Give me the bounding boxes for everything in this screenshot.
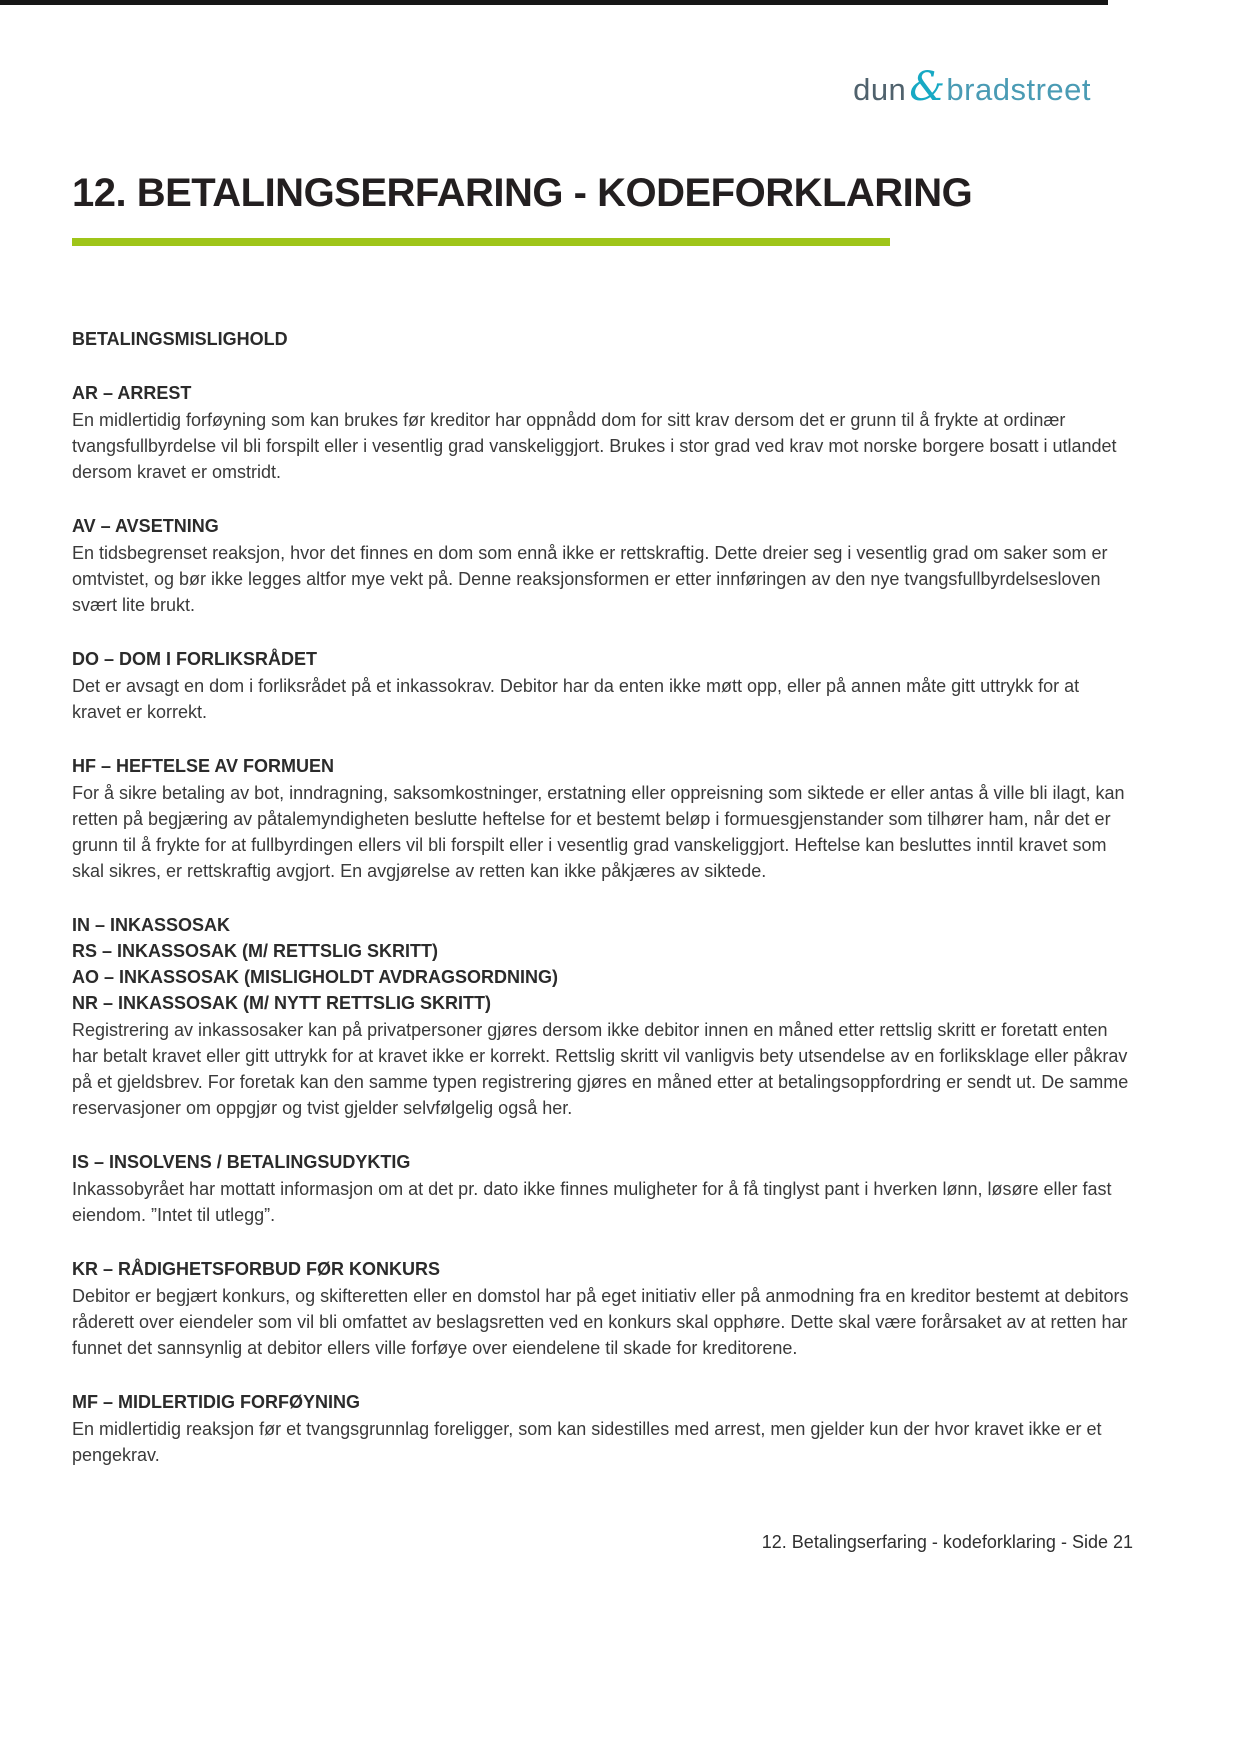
- code-entry-is: [72, 1149, 1132, 1228]
- entry-code-heading: AO – INKASSOSAK (MISLIGHOLDT AVDRAGSORDNING): [72, 967, 559, 987]
- entry-body: En tidsbegrenset reaksjon, hvor det finnes en dom som ennå ikke er rettskraftig. Dette dreier seg i vesentlig grad om saker som er omtvistet, og bør ikke legges altfor mye vekt på. Denne reaksjonsformen er etter innføringen av den nye tvangsfullbyrdelsesloven svært lite brukt.: [72, 543, 1108, 615]
- entry-code-heading: AR – ARREST: [72, 383, 192, 403]
- code-entry-inkasso-group: [72, 912, 1132, 1121]
- entry-body: For å sikre betaling av bot, inndragning, saksomkostninger, erstatning eller oppreisning som siktede er eller antas å ville bli ilagt, kan retten på begjæring av påtalemyndigheten beslutte heftelse for et bestemt beløp i formuesgjenstander som tilhører ham, når det er grunn til å frykte for at fullbyrdingen ellers vil bli forspilt eller i vesentlig grad vanskeliggjort. Heftelse kan besluttes inntil kravet som skal sikres, er rettskraftig avgjort. En avgjørelse av retten kan ikke påkjæres av siktede.: [72, 783, 1125, 881]
- section-heading-betalingsmislighold: BETALINGSMISLIGHOLD: [72, 329, 288, 349]
- title-underline-rule: [72, 238, 890, 246]
- document-content: [72, 0, 1132, 1468]
- code-entry-hf: [72, 753, 1132, 884]
- entry-code-heading: IS – INSOLVENS / BETALINGSUDYKTIG: [72, 1152, 411, 1172]
- entry-code-heading: AV – AVSETNING: [72, 516, 219, 536]
- code-entry-ar: [72, 380, 1132, 485]
- entry-body: Inkassobyrået har mottatt informasjon om at det pr. dato ikke finnes muligheter for å få tinglyst pant i hverken lønn, løsøre eller fast eiendom. ”Intet til utlegg”.: [72, 1179, 1112, 1225]
- code-entry-kr: [72, 1256, 1132, 1361]
- page-title: 12. BETALINGSERFARING - KODEFORKLARING: [72, 171, 973, 215]
- entry-body: Debitor er begjært konkurs, og skifteretten eller en domstol har på eget initiativ eller på anmodning fra en kreditor bestemt at debitors råderett over eiendeler som vil bli omfattet av beslagsretten ved en konkurs skal opphøre. Dette skal være forårsaket av at retten har funnet det sannsynlig at debitor ellers ville forføye over eiendelene til skade for kreditorene.: [72, 1286, 1129, 1358]
- entry-body: En midlertidig reaksjon før et tvangsgrunnlag foreligger, som kan sidestilles med arrest, men gjelder kun der hvor kravet ikke er et pengekrav.: [72, 1419, 1102, 1465]
- entry-code-heading: HF – HEFTELSE AV FORMUEN: [72, 756, 335, 776]
- entry-code-heading: KR – RÅDIGHETSFORBUD FØR KONKURS: [72, 1259, 441, 1279]
- logo-dun-text: dun: [853, 72, 907, 107]
- entry-code-heading: NR – INKASSOSAK (M/ NYTT RETTSLIG SKRITT): [72, 993, 492, 1013]
- code-entry-mf: [72, 1389, 1132, 1468]
- page-footer: 12. Betalingserfaring - kodeforklaring - Side 21: [761, 1532, 1133, 1552]
- entry-code-heading: IN – INKASSOSAK: [72, 915, 231, 935]
- code-entry-av: [72, 513, 1132, 618]
- code-entry-do: [72, 646, 1132, 725]
- entry-code-heading: RS – INKASSOSAK (M/ RETTSLIG SKRITT): [72, 941, 439, 961]
- dun-bradstreet-logo: dun & bradstreet: [853, 64, 1091, 110]
- entry-code-heading: DO – DOM I FORLIKSRÅDET: [72, 649, 318, 669]
- entry-body: Registrering av inkassosaker kan på privatpersoner gjøres dersom ikke debitor innen en måned etter rettslig skritt er foretatt enten har betalt kravet eller gitt uttrykk for at kravet ikke er korrekt. Rettslig skritt vil vanligvis bety utsendelse av en forliksklage eller påkrav på et gjeldsbrev. For foretak kan den samme typen registrering gjøres en måned etter at betalingsoppfordring er sendt ut. De samme reservasjoner om oppgjør og tvist gjelder selvfølgelig også her.: [72, 1020, 1129, 1118]
- entry-body: En midlertidig forføyning som kan brukes før kreditor har oppnådd dom for sitt krav dersom det er grunn til å frykte at ordinær tvangsfullbyrdelse vil bli forspilt eller i vesentlig grad vanskeliggjort. Brukes i stor grad ved krav mot norske borgere bosatt i utlandet dersom kravet er omstridt.: [72, 410, 1117, 482]
- entry-code-heading: MF – MIDLERTIDIG FORFØYNING: [72, 1392, 360, 1412]
- logo-bradstreet-text: bradstreet: [946, 72, 1091, 107]
- entry-body: Det er avsagt en dom i forliksrådet på et inkassokrav. Debitor har da enten ikke møtt opp, eller på annen måte gitt uttrykk for at kravet er korrekt.: [72, 676, 1080, 722]
